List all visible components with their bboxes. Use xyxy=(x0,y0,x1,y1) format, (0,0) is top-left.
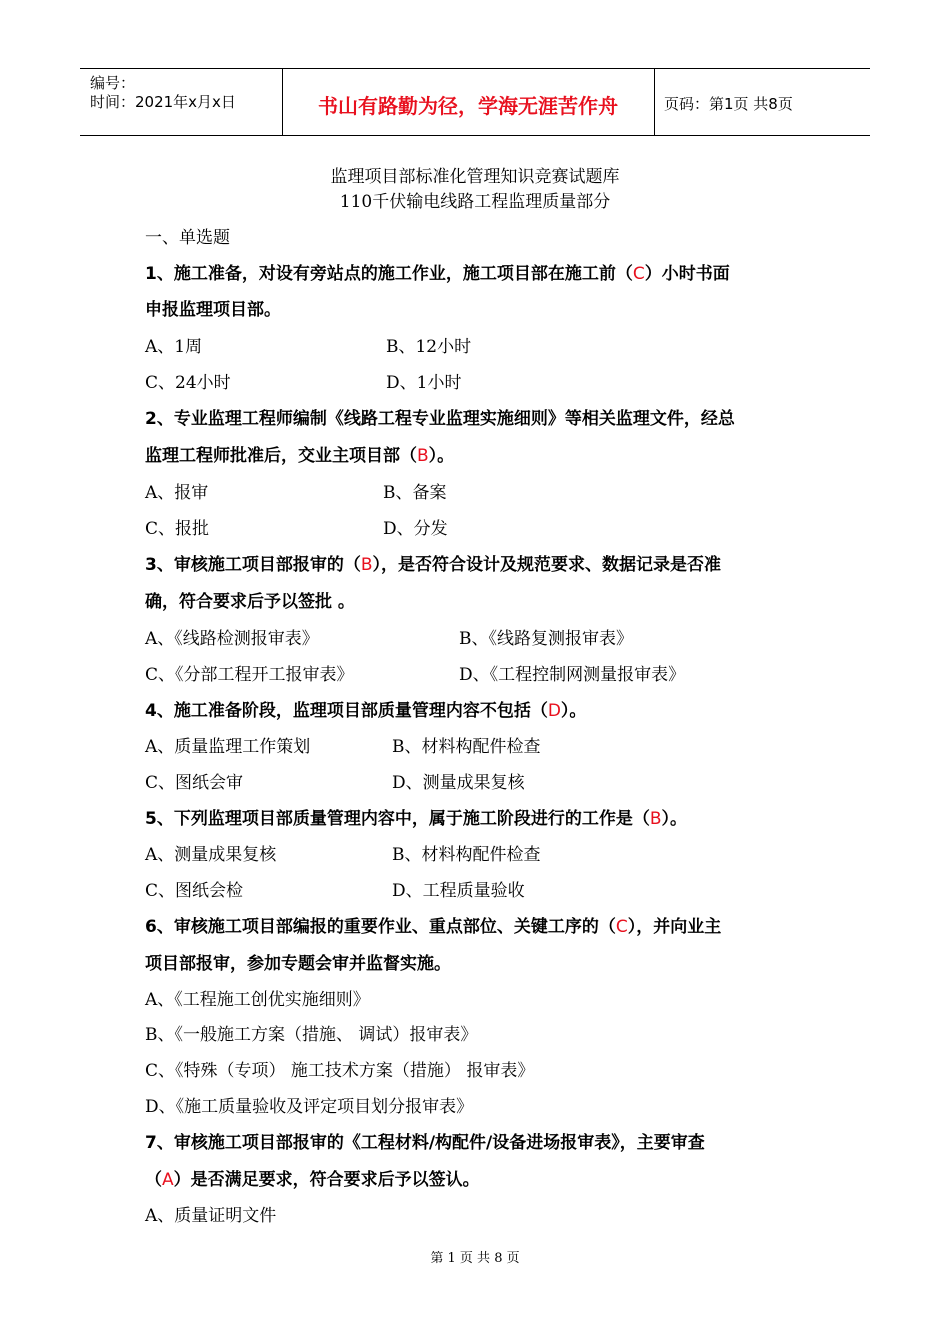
option: B、材料构配件检查 xyxy=(392,845,541,865)
option: A、质量监理工作策划 xyxy=(145,737,311,757)
question-1 xyxy=(145,259,730,284)
option: B、材料构配件检查 xyxy=(392,737,541,757)
section-heading: 一、单选题 xyxy=(145,228,230,248)
option: B、《线路复测报审表》 xyxy=(459,629,633,649)
header-page-cell xyxy=(654,69,870,135)
question-text: 5、下列监理项目部质量管理内容中，属于施工阶段进行的工作是（ xyxy=(145,809,650,829)
option: D、《施工质量验收及评定项目划分报审表》 xyxy=(145,1097,474,1117)
option: A、《线路检测报审表》 xyxy=(145,629,319,649)
question-text: ）。 xyxy=(661,809,687,829)
question-4 xyxy=(145,696,586,721)
option: C、图纸会审 xyxy=(145,773,244,793)
question-2: 2、专业监理工程师编制《线路工程专业监理实施细则》等相关监理文件，经总 xyxy=(145,409,735,429)
question-text: 3、审核施工项目部报审的（ xyxy=(145,555,361,575)
question-5 xyxy=(145,804,687,829)
option: D、分发 xyxy=(383,519,448,539)
option: C、《特殊（专项） 施工技术方案（措施） 报审表》 xyxy=(145,1061,535,1081)
option: A、报审 xyxy=(145,483,209,503)
option: B、备案 xyxy=(383,483,447,503)
question-text: ）。 xyxy=(560,701,587,721)
page-footer: 第 1 页 共 8 页 xyxy=(430,1251,520,1266)
document-title: 监理项目部标准化管理知识竞赛试题库 xyxy=(330,167,620,187)
answer-key: C xyxy=(615,917,628,937)
header-motto-cell xyxy=(282,69,655,135)
question-text: 1、施工准备，对设有旁站点的施工作业，施工项目部在施工前（ xyxy=(145,264,633,284)
option: C、《分部工程开工报审表》 xyxy=(145,665,354,685)
question-1-cont: 申报监理项目部。 xyxy=(145,300,281,320)
question-2-cont xyxy=(145,441,454,466)
option: A、1周 xyxy=(145,337,203,357)
document-subtitle: 110千伏输电线路工程监理质量部分 xyxy=(339,192,611,212)
page-header xyxy=(80,68,870,136)
option: B、12小时 xyxy=(386,337,472,357)
question-text: 6、审核施工项目部编报的重要作业、重点部位、关键工序的（ xyxy=(145,917,616,937)
option: B、《一般施工方案（措施、 调试）报审表》 xyxy=(145,1025,478,1045)
question-3 xyxy=(145,550,721,575)
option: C、图纸会检 xyxy=(145,881,244,901)
answer-key: B xyxy=(360,555,373,575)
question-7: 7、审核施工项目部报审的《工程材料/构配件/设备进场报审表》，主要审查 xyxy=(145,1133,705,1153)
option: D、1小时 xyxy=(386,373,462,393)
header-page-info: 页码：第1页 共8页 xyxy=(664,95,793,113)
question-text: ）。 xyxy=(428,446,455,466)
question-text: （ xyxy=(145,1170,162,1190)
question-text: ），是否符合设计及规范要求、数据记录是否准 xyxy=(372,555,721,575)
answer-key: B xyxy=(649,809,662,829)
question-text: 监理工程师批准后，交业主项目部（ xyxy=(145,446,417,466)
answer-key: D xyxy=(547,701,561,721)
option: D、《工程控制网测量报审表》 xyxy=(459,665,686,685)
option: D、测量成果复核 xyxy=(392,773,525,793)
option: A、《工程施工创优实施细则》 xyxy=(145,990,370,1010)
document-date-label: 时间：2021年x月x日 xyxy=(90,93,236,111)
question-7-cont xyxy=(145,1165,480,1190)
question-3-cont: 确，符合要求后予以签批 。 xyxy=(145,592,355,612)
option: A、质量证明文件 xyxy=(145,1206,277,1226)
question-6-cont: 项目部报审，参加专题会审并监督实施。 xyxy=(145,954,451,974)
header-info-cell xyxy=(80,69,283,135)
question-text: ），并向业主 xyxy=(627,917,722,937)
answer-key: C xyxy=(632,264,645,284)
option: C、报批 xyxy=(145,519,210,539)
answer-key: B xyxy=(417,446,429,466)
option: D、工程质量验收 xyxy=(392,881,525,901)
question-6 xyxy=(145,912,721,937)
document-number-label: 编号： xyxy=(90,74,136,92)
option: A、测量成果复核 xyxy=(145,845,277,865)
question-text: 4、施工准备阶段，监理项目部质量管理内容不包括（ xyxy=(145,701,548,721)
option: C、24小时 xyxy=(145,373,231,393)
question-text: ）小时书面 xyxy=(644,264,730,284)
answer-key: A xyxy=(162,1170,174,1190)
header-motto: 书山有路勤为径，学海无涯苦作舟 xyxy=(318,94,618,118)
question-text: ）是否满足要求，符合要求后予以签认。 xyxy=(173,1170,480,1190)
